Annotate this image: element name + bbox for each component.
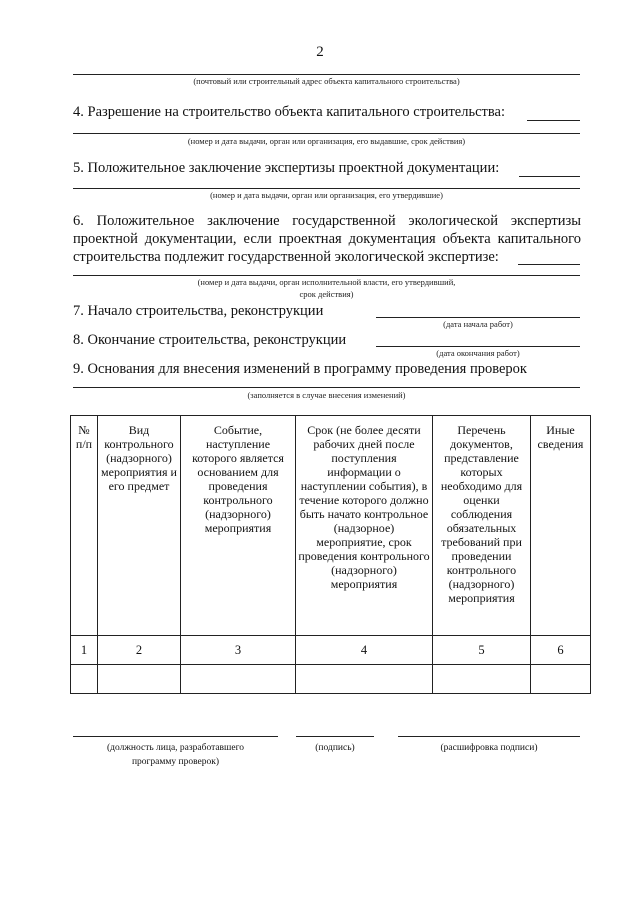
permit-caption: (номер и дата выдачи, орган или организация, его выдавшие, срок действия) <box>187 136 466 146</box>
end-date-caption: (дата окончания работ) <box>436 348 520 358</box>
item-7-start: 7. Начало строительства, реконструкции <box>73 303 324 319</box>
header-control-type: Вид контрольного (надзорного) мероприятия и его предмет <box>98 416 181 636</box>
table-number-row <box>71 636 591 665</box>
col-num-2: 2 <box>98 636 181 665</box>
eco-caption-2: срок действия) <box>299 289 354 299</box>
item-4-permit: 4. Разрешение на строительство объекта капитального строительства: <box>73 104 505 120</box>
col-num-3: 3 <box>181 636 296 665</box>
position-line <box>73 736 278 737</box>
table-cell[interactable] <box>181 665 296 694</box>
item-6-eco-expertise <box>73 212 581 266</box>
grounds-line <box>73 387 580 388</box>
item-5-expertise: 5. Положительное заключение экспертизы проектной документации: <box>73 160 500 176</box>
grounds-caption: (заполняется в случае внесения изменений) <box>247 390 406 400</box>
item-6-line-1: 6. Положительное заключение государственной экологической экспертизы <box>73 213 581 229</box>
position-caption-2: программу проверок) <box>131 757 220 767</box>
item-6-field-line <box>518 264 580 265</box>
table-cell[interactable] <box>531 665 591 694</box>
permit-line <box>73 133 580 134</box>
header-documents: Перечень документов, представление которых необходимо для оценки соблюдения обязательных требований при проведении контрольного (надзорного) мероприятия <box>433 416 531 636</box>
decoding-caption: (расшифровка подписи) <box>440 743 538 753</box>
table-cell[interactable] <box>433 665 531 694</box>
signature-caption: (подпись) <box>315 743 355 753</box>
header-other-info: Иные сведения <box>531 416 591 636</box>
decoding-line <box>398 736 580 737</box>
eco-caption-1: (номер и дата выдачи, орган исполнительной власти, его утвердивший, <box>197 277 456 287</box>
start-date-caption: (дата начала работ) <box>443 319 513 329</box>
address-caption: (почтовый или строительный адрес объекта капитального строительства) <box>193 76 460 86</box>
table-cell[interactable] <box>98 665 181 694</box>
col-num-5: 5 <box>433 636 531 665</box>
table-cell[interactable] <box>71 665 98 694</box>
table-header-row <box>71 416 591 636</box>
table-empty-row <box>71 665 591 694</box>
page-number: 2 <box>316 44 324 60</box>
item-5-field-line <box>519 176 580 177</box>
header-term: Срок (не более десяти рабочих дней после поступления информации о наступлении события), в течение которого должно быть начато контрольное (надзорное) мероприятие, срок проведения контрольного (надзорного) мероприятия <box>296 416 433 636</box>
position-caption-1: (должность лица, разработавшего <box>106 743 244 753</box>
col-num-1: 1 <box>71 636 98 665</box>
header-number: № п/п <box>71 416 98 636</box>
item-9-grounds: 9. Основания для внесения изменений в программу проведения проверок <box>73 361 527 377</box>
item-8-end: 8. Окончание строительства, реконструкции <box>73 332 347 348</box>
expertise-caption: (номер и дата выдачи, орган или организация, его утвердившие) <box>210 190 443 200</box>
inspection-program-table <box>70 415 591 694</box>
table-cell[interactable] <box>296 665 433 694</box>
col-num-4: 4 <box>296 636 433 665</box>
item-6-line-2: проектной документации, если проектная документация объекта капитального <box>73 231 581 247</box>
col-num-6: 6 <box>531 636 591 665</box>
header-event: Событие, наступление которого является основанием для проведения контрольного (надзорного) мероприятия <box>181 416 296 636</box>
signature-line <box>296 736 374 737</box>
item-4-field-line <box>527 120 580 121</box>
position-caption <box>73 741 278 769</box>
item-6-line-3: строительства подлежит государственной экологической экспертизе: <box>73 249 499 265</box>
